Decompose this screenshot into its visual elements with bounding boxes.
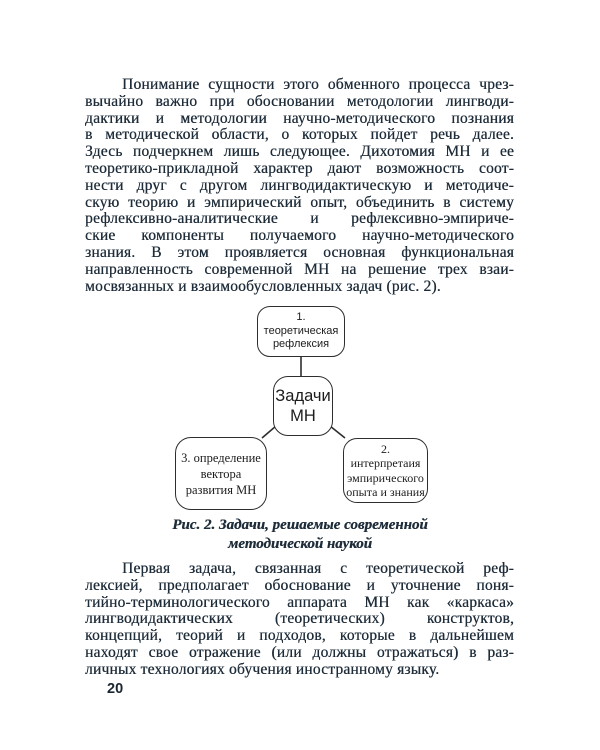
box-text-line: теоретическая [263, 324, 339, 337]
figure-caption-line: Рис. 2. Задачи, решаемые современной [172, 517, 428, 533]
diagram-box-vector-definition [175, 437, 267, 510]
text-line: направленность современной МН на решение трех взаи- [85, 260, 514, 278]
figure-caption [0, 516, 600, 553]
box-text-line: 2. [381, 441, 390, 456]
text-line: личных технологиях обучения иностранному языку. [85, 660, 440, 678]
text-line: лексией, предполагает обоснование и уточнение поня- [85, 576, 514, 594]
box-text-line: интерпретаия [350, 456, 421, 470]
diagram-box-tasks-mn [273, 376, 333, 436]
text-line: нести друг с другом лингводидактическую и методиче- [85, 176, 514, 194]
text-line: в методической области, о которых пойдет речь далее. [85, 126, 514, 144]
box-text-line: эмпирического [347, 470, 424, 485]
box-text-line: опыта и знания [346, 485, 425, 499]
paragraph-2 [85, 561, 514, 679]
text-line: мосвязанных и взаимообусловленных задач (рис. 2). [85, 277, 441, 295]
text-line: тийно-терминологического аппарата МН как «каркаса» [85, 593, 514, 611]
text-line: рефлексивно-аналитические и рефлексивно-эмпириче- [85, 210, 514, 228]
text-line: скую теорию и эмпирический опыт, объединить в систему [85, 193, 514, 211]
text-line: Понимание сущности этого обменного процесса чрез- [122, 76, 514, 93]
text-line: лингводидактических (теоретических) конструктов, [85, 610, 514, 628]
box-text-line: 1. [296, 311, 306, 324]
text-line: ские компоненты получаемого научно-методического [85, 227, 514, 245]
figure-caption-line: методической наукой [227, 535, 373, 552]
diagram-box-empirical-interpretation [343, 438, 428, 503]
box-text-line: Задачи [275, 387, 331, 405]
box-text-line: развития МН [185, 482, 257, 497]
box-text-line: вектора [200, 466, 242, 481]
text-line: концепций, теорий и подходов, которые в дальнейшем [85, 627, 514, 645]
text-line: Первая задача, связанная с теоретической реф- [122, 560, 514, 577]
text-line: находят свое отражение (или должны отражаться) в раз- [85, 643, 514, 661]
box-text-line: рефлексия [272, 338, 330, 351]
text-line: Здесь подчеркнем лишь следующее. Дихотомия МН и ее [85, 143, 514, 161]
paragraph-1 [85, 77, 514, 295]
text-line: дактики и методологии научно-методического познания [85, 109, 514, 127]
diagram-box-theoretical-reflection [257, 306, 345, 357]
text-line: знания. В этом проявляется основная функциональная [85, 243, 514, 261]
box-text-line: 3. определение [181, 450, 261, 465]
page-number: 20 [107, 681, 124, 697]
text-line: теоретико-прикладной характер дают возможность соот- [85, 159, 514, 177]
box-text-line: МН [290, 407, 316, 425]
text-line: вычайно важно при обосновании методологии лингводи- [85, 92, 514, 110]
